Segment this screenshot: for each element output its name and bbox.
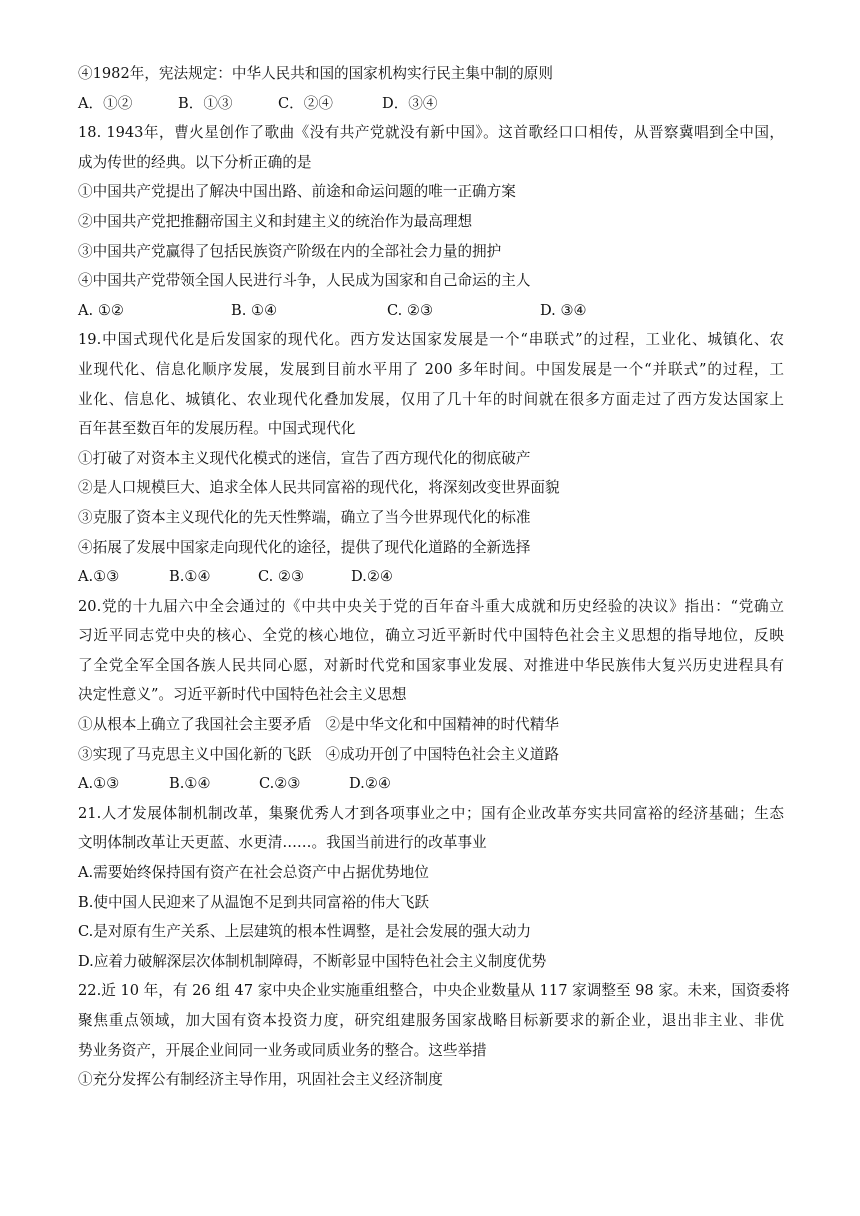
q22-stem-line-2: 聚焦重点领域，加大国有资本投资力度，研究组建服务国家战略目标新要求的新企业，退出非主业、非优 [78,1012,784,1029]
q17-statement-4: ④1982年，宪法规定：中华人民共和国的国家机构实行民主集中制的原则 [78,65,553,82]
q22-statement-1: ①充分发挥公有制经济主导作用，巩固社会主义经济制度 [78,1071,443,1089]
q21-stem-line-2: 文明体制改革让天更蓝、水更清……。我国当前进行的改革事业 [78,834,487,852]
q19-option-d: D.②④ [351,568,393,586]
q20-stem-line-1: 20.党的十九届六中全会通过的《中共中央关于党的百年奋斗重大成就和历史经验的决议》指出：“党确立 [78,597,784,615]
q21-choice-d: D.应着力破解深层次体制机制障碍，不断彰显中国特色社会主义制度优势 [78,952,547,970]
q19-stem-line-3: 业化、信息化、城镇化、农业现代化叠加发展，仅用了几十年的时间就在很多方面走过了西方发达国家上 [78,390,784,408]
q22-stem-line-3: 势业务资产，开展企业间同一业务或同质业务的整合。这些举措 [78,1041,487,1059]
q19-options [78,567,784,597]
q19-stem-line-1: 19.中国式现代化是后发国家的现代化。西方发达国家发展是一个“串联式”的过程，工业化、城镇化、农 [78,331,784,349]
q22-stem-line-1: 22.近 10 年，有 26 组 47 家中央企业实施重组整合，中央企业数量从 117 家调整至 98 家。未来，国资委将 [78,982,790,1000]
q21-choice-c: C.是对原有生产关系、上层建筑的根本性调整，是社会发展的强大动力 [78,923,532,941]
q20-options [78,774,784,804]
q20-stem-line-3: 了全党全军全国各族人民共同心愿，对新时代党和国家事业发展、对推进中华民族伟大复兴历史进程具有 [78,656,784,674]
q19-statement-2: ②是人口规模巨大、追求全体人民共同富裕的现代化，将深刻改变世界面貌 [78,479,560,497]
q19-option-c: C. ②③ [258,568,305,586]
q20-option-d: D.②④ [349,775,391,793]
q17-option-b: B．①③ [178,94,233,112]
q21-choice-b: B.使中国人民迎来了从温饱不足到共同富裕的伟大飞跃 [78,893,430,911]
q19-option-b: B.①④ [169,568,211,586]
q20-option-a: A.①③ [78,775,120,793]
q18-option-b: B. ①④ [231,301,278,319]
q18-stem-line-1: 18. 1943年，曹火星创作了歌曲《没有共产党就没有新中国》。这首歌经口口相传，从晋察冀唱到全中国， [78,124,784,142]
q18-options [78,301,784,331]
q19-statement-4: ④拓展了发展中国家走向现代化的途径，提供了现代化道路的全新选择 [78,538,531,556]
q20-statements-line-2: ③实现了马克思主义中国化新的飞跃 ④成功开创了中国特色社会主义道路 [78,745,559,763]
q17-option-d: D．③④ [382,94,438,112]
q17-options [78,94,784,124]
q18-statement-2: ②中国共产党把推翻帝国主义和封建主义的统治作为最高理想 [78,212,473,230]
q19-statement-3: ③克服了资本主义现代化的先天性弊端，确立了当今世界现代化的标准 [78,508,531,526]
q21-choice-a: A.需要始终保持国有资产在社会总资产中占据优势地位 [78,864,429,882]
q17-option-a: A．①② [78,94,133,112]
q18-option-c: C. ②③ [387,301,434,319]
q18-statement-4: ④中国共产党带领全国人民进行斗争，人民成为国家和自己命运的主人 [78,272,531,290]
q18-option-a: A. ①② [78,301,124,319]
q20-option-c: C.②③ [259,775,301,793]
q19-statement-1: ①打破了对资本主义现代化模式的迷信，宣告了西方现代化的彻底破产 [78,449,531,467]
q19-stem-line-4: 百年甚至数百年的发展历程。中国式现代化 [78,420,356,438]
q18-stem-line-2: 成为传世的经典。以下分析正确的是 [78,153,312,171]
q20-stem-line-4: 决定性意义”。习近平新时代中国特色社会主义思想 [78,686,407,704]
q17-option-c: C．②④ [278,94,333,112]
q18-statement-3: ③中国共产党赢得了包括民族资产阶级在内的全部社会力量的拥护 [78,242,502,260]
q21-stem-line-1: 21.人才发展体制机制改革，集聚优秀人才到各项事业之中；国有企业改革夯实共同富裕的经济基础；生态 [78,804,784,822]
exam-page [78,64,790,1100]
q20-stem-line-2: 习近平同志党中央的核心、全党的核心地位，确立习近平新时代中国特色社会主义思想的指导地位，反映 [78,627,784,645]
q20-option-b: B.①④ [169,775,211,793]
q18-option-d: D. ③④ [540,301,587,319]
q18-statement-1: ①中国共产党提出了解决中国出路、前途和命运问题的唯一正确方案 [78,183,516,201]
q19-stem-line-2: 业现代化、信息化顺序发展，发展到目前水平用了 200 多年时间。中国发展是一个“并联式”的过程，工 [78,360,784,378]
q19-option-a: A.①③ [78,568,120,586]
q20-statements-line-1: ①从根本上确立了我国社会主要矛盾 ②是中华文化和中国精神的时代精华 [78,716,559,734]
